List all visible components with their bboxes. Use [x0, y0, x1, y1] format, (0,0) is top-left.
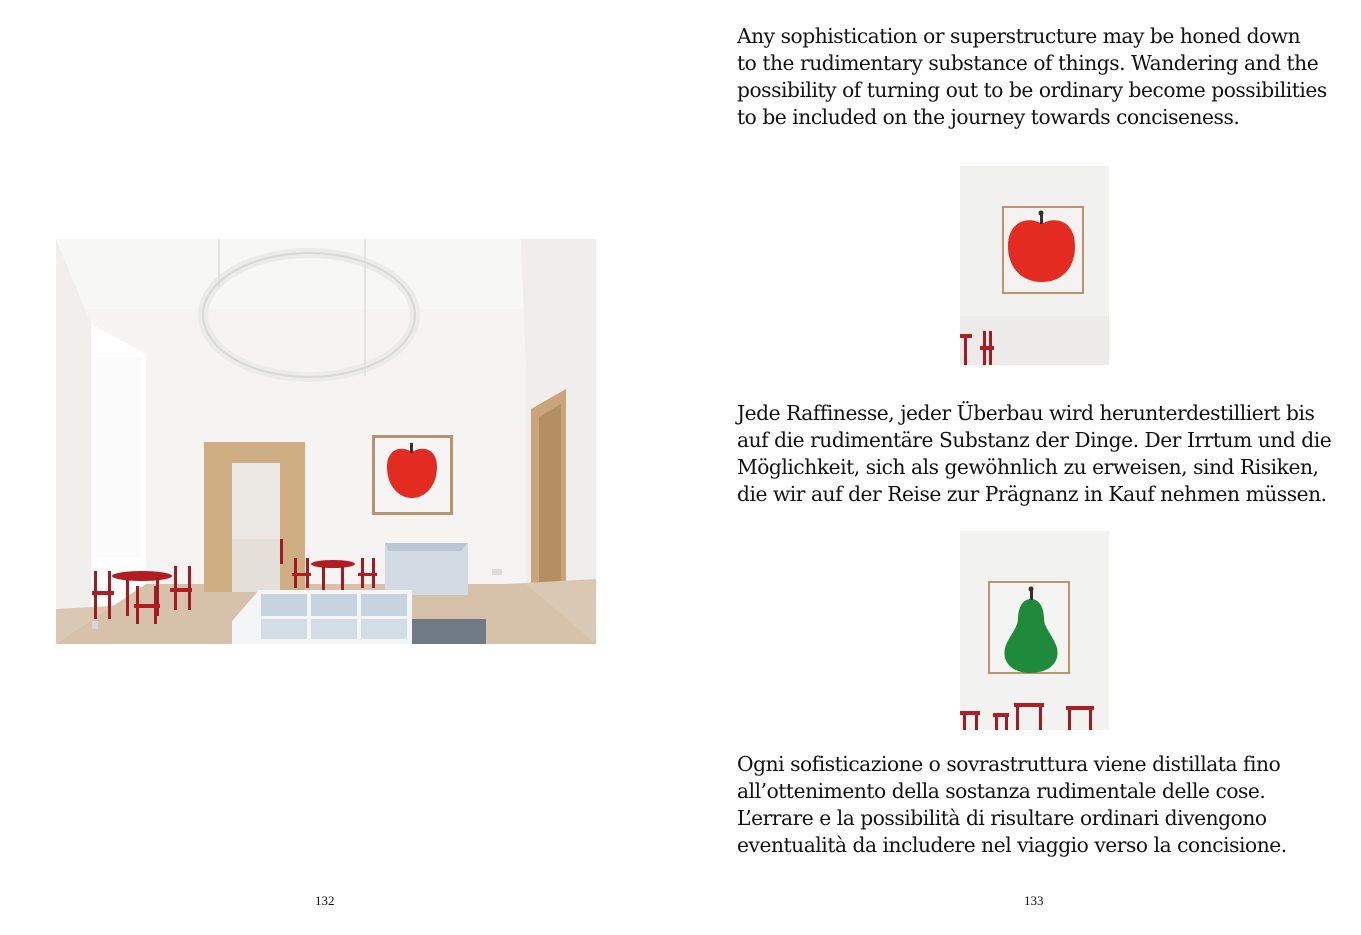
apple-poster-photo — [960, 166, 1109, 365]
page-number-left: 132 — [315, 893, 335, 908]
paragraph-german — [737, 400, 1349, 508]
text-line: to be included on the journey towards conciseness. — [737, 105, 1240, 129]
paragraph-italian — [737, 751, 1349, 859]
left-page — [0, 0, 680, 935]
interior-photo — [56, 239, 596, 644]
text-line: Ogni sofisticazione o sovrastruttura viene distillata fino — [737, 752, 1281, 776]
right-page — [680, 0, 1361, 935]
pear-poster-photo — [960, 531, 1109, 730]
text-line: L’errare e la possibilità di risultare ordinari divengono — [737, 806, 1267, 830]
paragraph-english — [737, 23, 1349, 131]
text-line: auf die rudimentäre Substanz der Dinge. Der Irrtum und die — [737, 428, 1332, 452]
text-line: all’ottenimento della sostanza rudimentale delle cose. — [737, 779, 1266, 803]
interior-photo-image — [56, 239, 596, 644]
text-line: Jede Raffinesse, jeder Überbau wird herunterdestilliert bis — [737, 401, 1315, 425]
text-line: Möglichkeit, sich als gewöhnlich zu erweisen, sind Risiken, — [737, 455, 1319, 479]
pear-poster-image — [960, 531, 1109, 730]
text-line: die wir auf der Reise zur Prägnanz in Kauf nehmen müssen. — [737, 482, 1327, 506]
text-line: to the rudimentary substance of things. Wandering and the — [737, 51, 1319, 75]
text-line: eventualità da includere nel viaggio verso la concisione. — [737, 833, 1287, 857]
text-line: possibility of turning out to be ordinary become possibilities — [737, 78, 1327, 102]
apple-poster-image — [960, 166, 1109, 365]
text-line: Any sophistication or superstructure may be honed down — [737, 24, 1301, 48]
page-number-right: 133 — [1024, 893, 1044, 908]
